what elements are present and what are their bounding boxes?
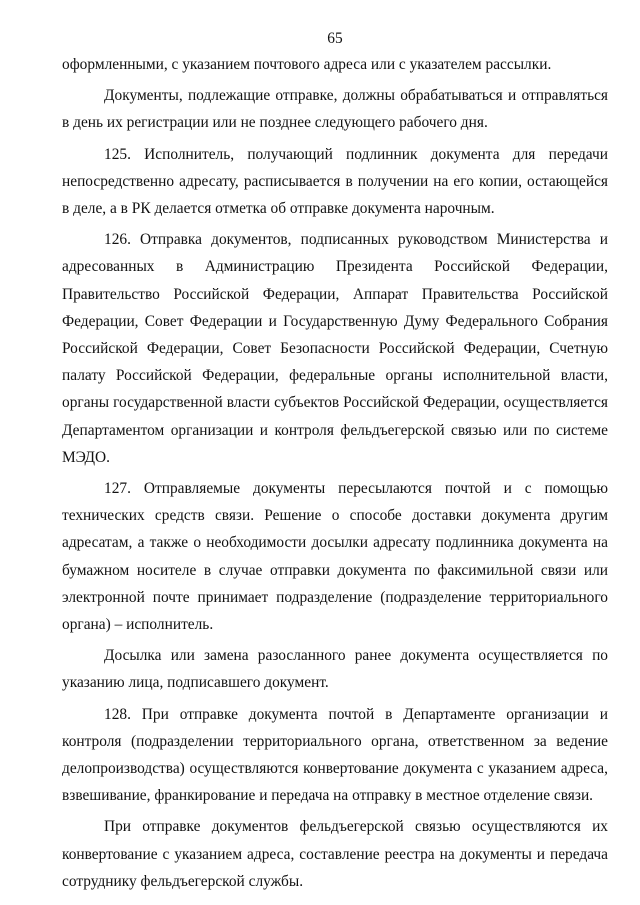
page-number: 65 [327, 30, 343, 47]
paragraph-126: 126. Отправка документов, подписанных руководством Министерства и адресованных в Администрацию Президента Российской Федерации, Правительство Российской Федерации, Аппарат Правительства Российской Федерации, Совет Федерации и Государственную Думу Федерального Собрания Российской Федерации, Совет Безопасности Российской Федерации, Счетную палату Российской Федерации, федеральные органы исполнительной власти, органы государственной власти субъектов Российской Федерации, осуществляется Департаментом организации и контроля фельдъегерской связью или по системе МЭДО. [62, 231, 608, 466]
paragraph-127: 127. Отправляемые документы пересылаются почтой и с помощью технических средств связи. Решение о способе доставки документа другим адресатам, а также о необходимости досылки адресату подлинника документа на бумажном носителе в случае отправки документа по факсимильной связи или электронной почте принимает подразделение (подразделение территориального органа) – исполнитель. [62, 480, 608, 634]
paragraph-courier: При отправке документов фельдъегерской связью осуществляются их конвертование с указанием адреса, составление реестра на документы и передача сотруднику фельдъегерской службы. [62, 818, 608, 890]
document-page [62, 28, 608, 895]
paragraph-resend: Досылка или замена разосланного ранее документа осуществляется по указанию лица, подписавшего документ. [62, 647, 608, 692]
paragraph-documents-processing: Документы, подлежащие отправке, должны обрабатываться и отправляться в день их регистрации или не позднее следующего рабочего дня. [62, 87, 608, 132]
paragraph-continuation: оформленными, с указанием почтового адреса или с указателем рассылки. [62, 56, 552, 73]
paragraph-125: 125. Исполнитель, получающий подлинник документа для передачи непосредственно адресату, расписывается в получении на его копии, остающейся в деле, а в РК делается отметка об отправке документа нарочным. [62, 145, 608, 218]
paragraph-128: 128. При отправке документа почтой в Департаменте организации и контроля (подразделении территориального органа, ответственном за ведение делопроизводства) осуществляются конвертование документа с указанием адреса, взвешивание, франкирование и передача на отправку в местное отделение связи. [62, 705, 608, 805]
